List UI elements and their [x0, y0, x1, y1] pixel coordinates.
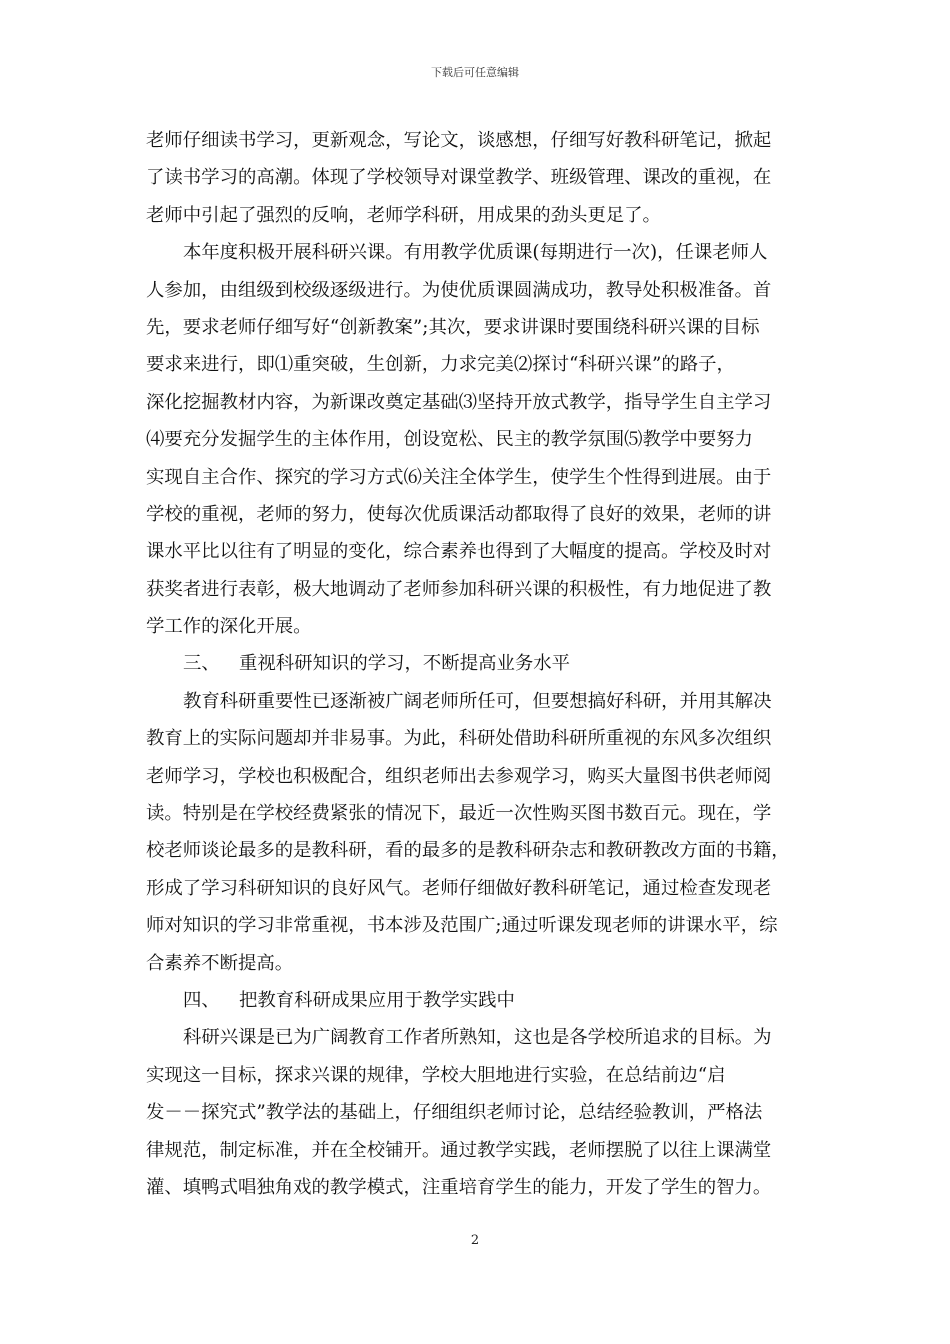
text-line: 老师学习，学校也积极配合，组织老师出去参观学习，购买大量图书供老师阅 — [146, 765, 772, 787]
text-line: 合素养不断提高。 — [146, 952, 294, 974]
page-number: 2 — [470, 1233, 480, 1248]
text-line: 学工作的深化开展。 — [146, 616, 312, 638]
text-line: 律规范，制定标准，并在全校铺开。通过教学实践，老师摆脱了以往上课满堂 — [146, 1139, 772, 1161]
paragraph-start-line: 教育科研重要性已逐渐被广阔老师所任可，但要想搞好科研，并用其解决 — [183, 690, 772, 712]
text-line: 灌、填鸭式唱独角戏的教学模式，注重培育学生的能力，开发了学生的智力。 — [146, 1176, 772, 1198]
text-line: 读。特别是在学校经费紧张的情况下，最近一次性购买图书数百元。现在，学 — [146, 803, 772, 825]
text-line: 老师中引起了强烈的反响，老师学科研，用成果的劲头更足了。 — [146, 204, 661, 226]
document-body — [146, 122, 818, 1206]
text-line: 老师仔细读书学习，更新观念，写论文，谈感想，仔细写好教科研笔记，掀起 — [146, 130, 772, 151]
section-title: 重视科研知识的学习，不断提高业务水平 — [239, 653, 571, 675]
text-line: 课水平比以往有了明显的变化，综合素养也得到了大幅度的提高。学校及时对 — [146, 541, 772, 563]
text-line: 了读书学习的高潮。体现了学校领导对课堂教学、班级管理、课改的重视，在 — [146, 167, 772, 189]
text-line: 要求来进行，即⑴重突破，生创新，力求完美⑵探讨“科研兴课”的路子， — [146, 354, 735, 376]
paragraph-start-line: 本年度积极开展科研兴课。有用教学优质课(每期进行一次)，任课老师人 — [183, 242, 768, 264]
text-line: 学校的重视，老师的努力，使每次优质课活动都取得了良好的效果，老师的讲 — [146, 503, 772, 525]
text-line: ⑷要充分发掘学生的主体作用，创设宽松、民主的教学氛围⑸教学中要努力 — [146, 429, 753, 451]
section-number: 三、 — [183, 653, 220, 675]
paragraph-start-line: 科研兴课是已为广阔教育工作者所熟知，这也是各学校所追求的目标。为 — [183, 1027, 772, 1049]
text-line: 校老师谈论最多的是教科研，看的最多的是教科研杂志和教研教改方面的书籍， — [146, 840, 790, 862]
section-number: 四、 — [183, 989, 220, 1011]
text-line: 人参加，由组级到校级逐级进行。为使优质课圆满成功，教导处积极准备。首 — [146, 279, 772, 301]
text-line: 师对知识的学习非常重视，书本涉及范围广;通过听课发现老师的讲课水平，综 — [146, 915, 778, 937]
text-line: 发－－探究式”教学法的基础上，仔细组织老师讨论，总结经验教训，严格法 — [146, 1102, 763, 1124]
section-heading-three — [146, 645, 818, 682]
text-line: 教育上的实际问题却并非易事。为此，科研处借助科研所重视的东风多次组织 — [146, 728, 772, 750]
text-line: 形成了学习科研知识的良好风气。老师仔细做好教科研笔记，通过检查发现老 — [146, 877, 772, 899]
text-line: 实现自主合作、探究的学习方式⑹关注全体学生，使学生个性得到进展。由于 — [146, 466, 772, 488]
page-header: 下载后可任意编辑 — [431, 66, 519, 79]
text-line: 深化挖掘教材内容，为新课改奠定基础⑶坚持开放式教学，指导学生自主学习 — [146, 391, 772, 413]
section-title: 把教育科研成果应用于教学实践中 — [239, 989, 515, 1011]
text-line: 获奖者进行表彰，极大地调动了老师参加科研兴课的积极性，有力地促进了教 — [146, 578, 772, 600]
text-line: 实现这一目标，探求兴课的规律，学校大胆地进行实验，在总结前边“启 — [146, 1064, 726, 1086]
section-heading-four — [146, 982, 818, 1019]
text-line: 先，要求老师仔细写好“创新教案”;其次，要求讲课时要围绕科研兴课的目标 — [146, 316, 760, 338]
